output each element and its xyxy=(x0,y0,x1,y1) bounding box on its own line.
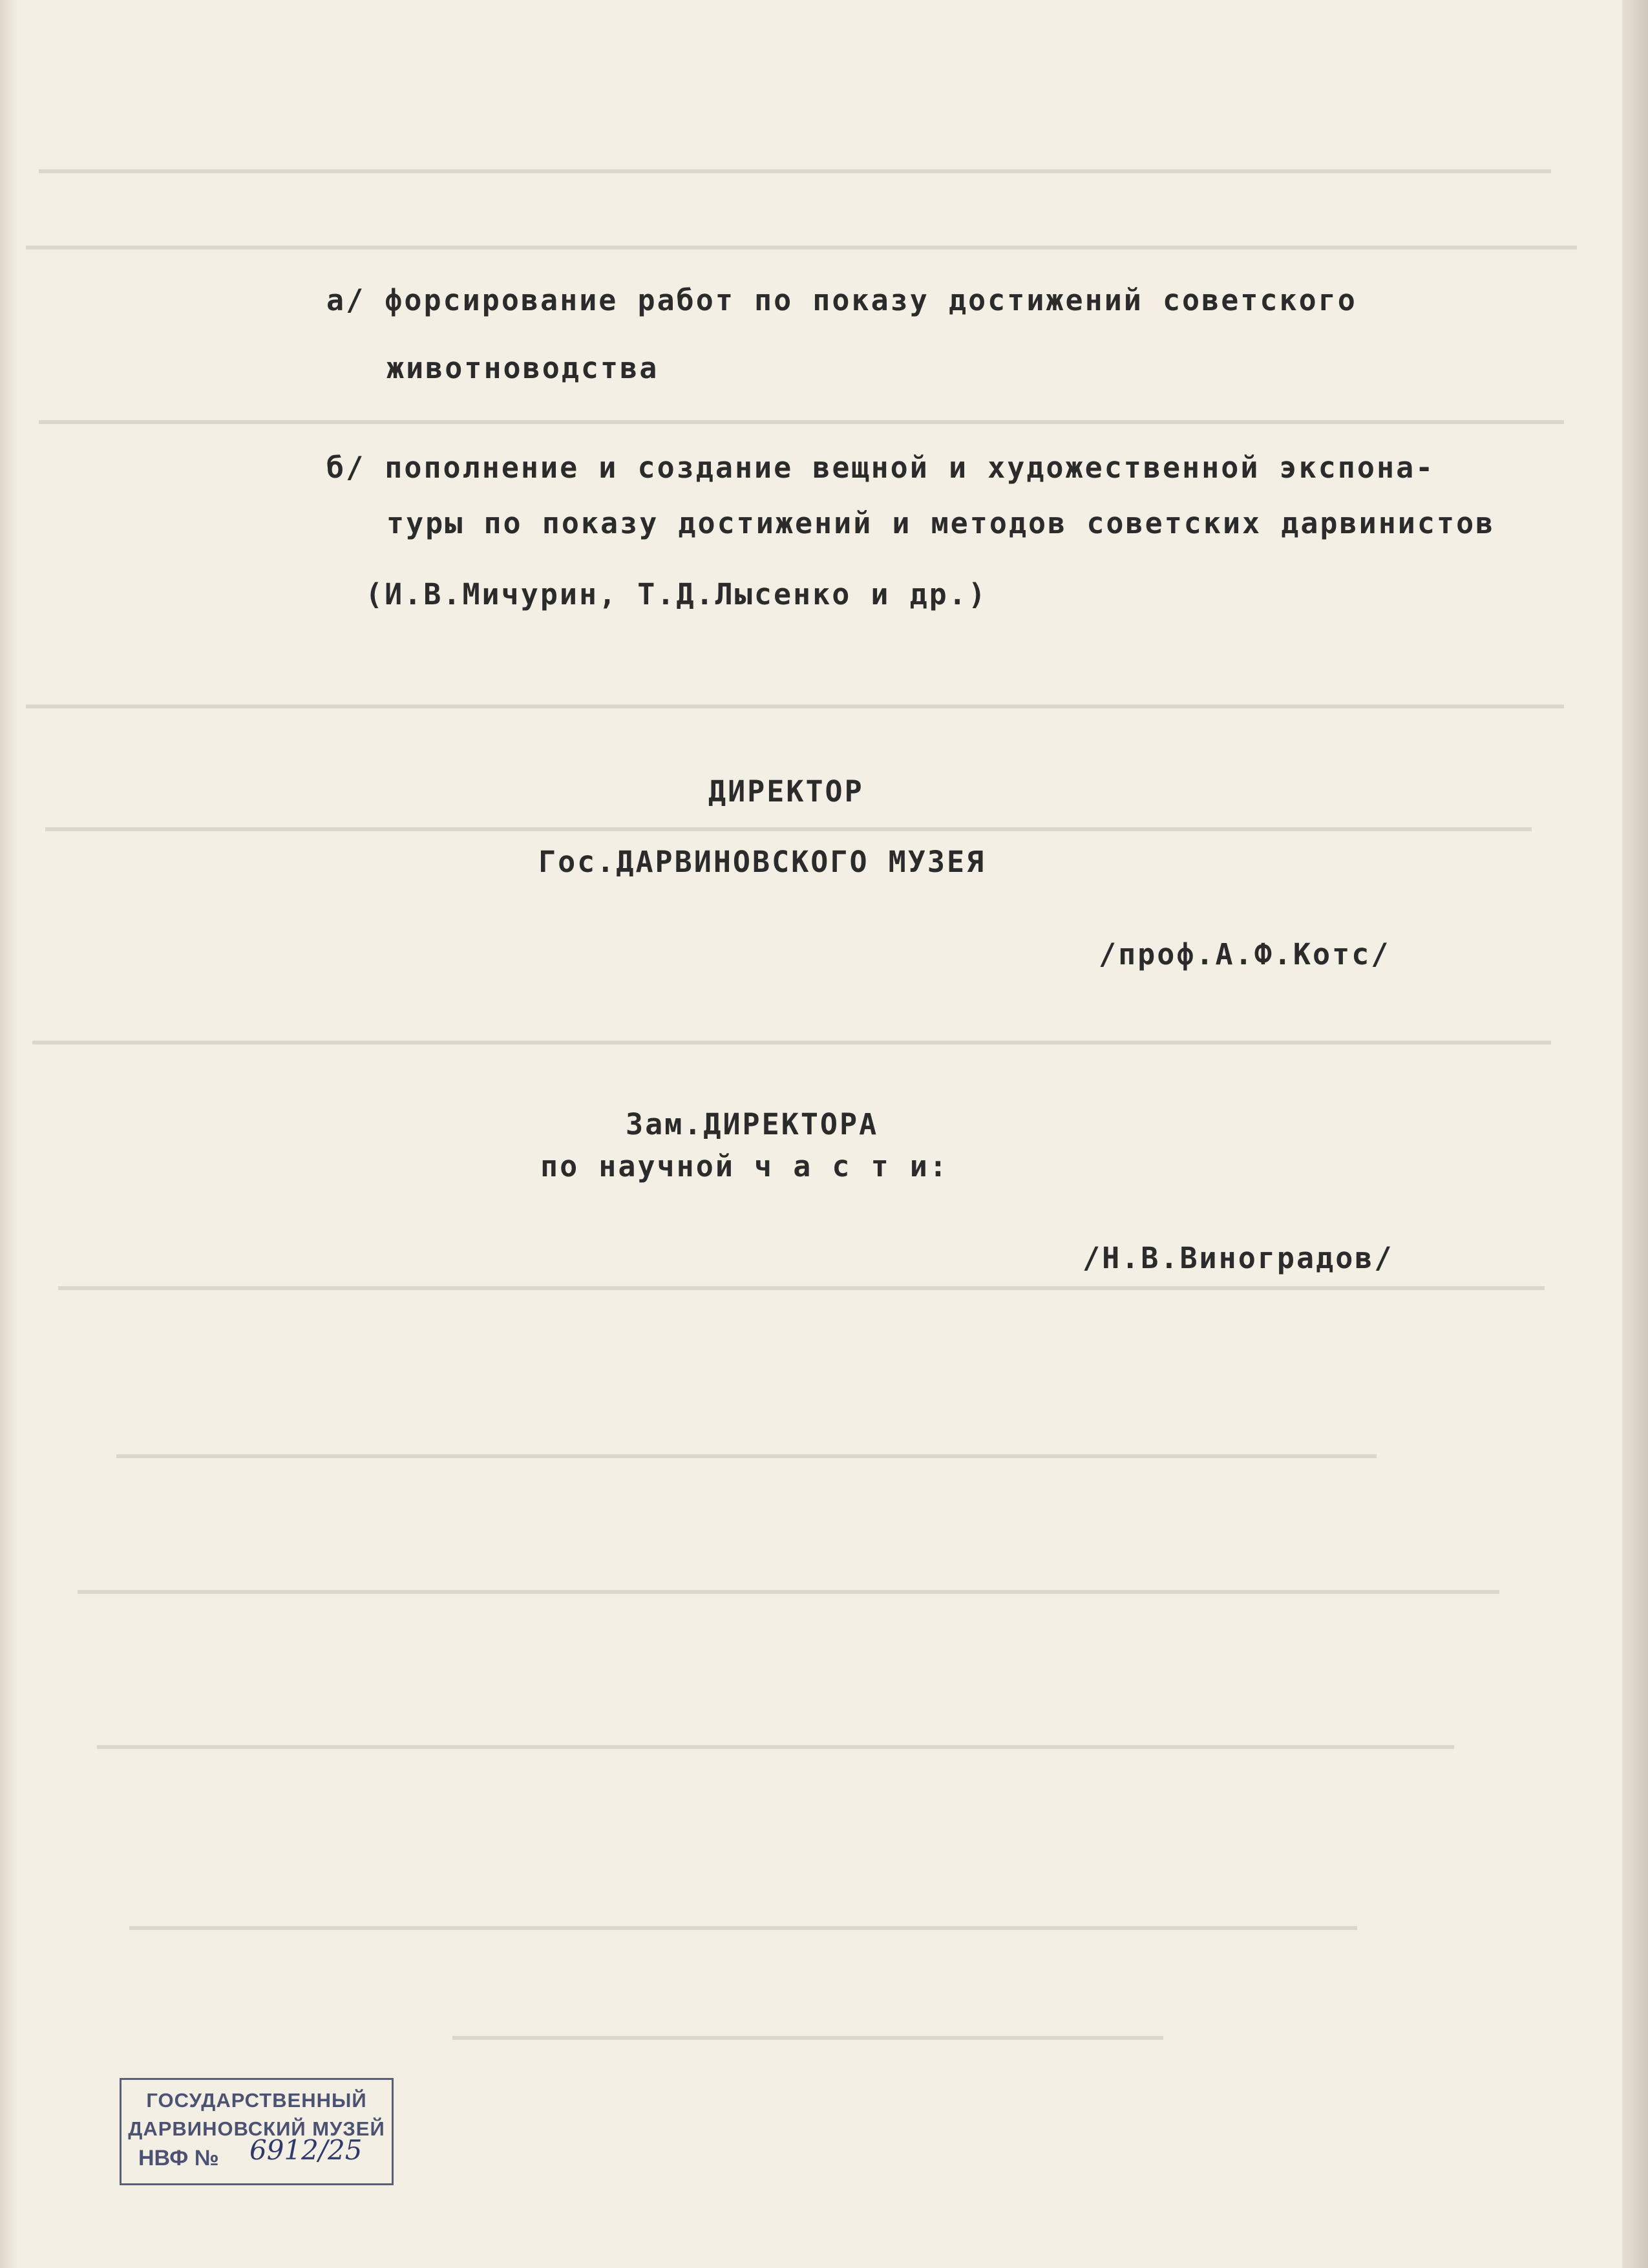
deputy-title: Зам.ДИРЕКТОРА xyxy=(626,1107,879,1141)
point-a-line2: животноводства xyxy=(386,351,659,385)
point-b-line3: (И.В.Мичурин, Т.Д.Лысенко и др.) xyxy=(365,577,988,611)
point-b-line2: туры по показу достижений и методов советских дарвинистов xyxy=(386,506,1495,540)
point-a-line1: а/ форсирование работ по показу достижений советского xyxy=(326,283,1357,317)
stamp-line-1: ГОСУДАРСТВЕННЫЙ xyxy=(146,2089,367,2112)
director-title: ДИРЕКТОР xyxy=(708,774,864,809)
stamp-line-2: ДАРВИНОВСКИЙ МУЗЕЙ xyxy=(128,2117,385,2140)
director-signature-name: /проф.А.Ф.Котс/ xyxy=(1099,937,1391,971)
stamp-inventory-number: 6912/25 xyxy=(249,2134,363,2166)
deputy-subtitle: по научной ч а с т и: xyxy=(540,1149,949,1183)
stamp-inventory-prefix: НВФ № xyxy=(138,2146,219,2170)
paper-right-edge xyxy=(1622,0,1648,2268)
deputy-signature-name: /Н.В.Виноградов/ xyxy=(1083,1241,1394,1275)
paper-left-edge xyxy=(0,0,18,2268)
archive-stamp xyxy=(120,2078,394,2185)
point-b-line1: б/ пополнение и создание вещной и художественной экспона- xyxy=(326,450,1435,485)
director-org: Гос.ДАРВИНОВСКОГО МУЗЕЯ xyxy=(538,845,986,879)
